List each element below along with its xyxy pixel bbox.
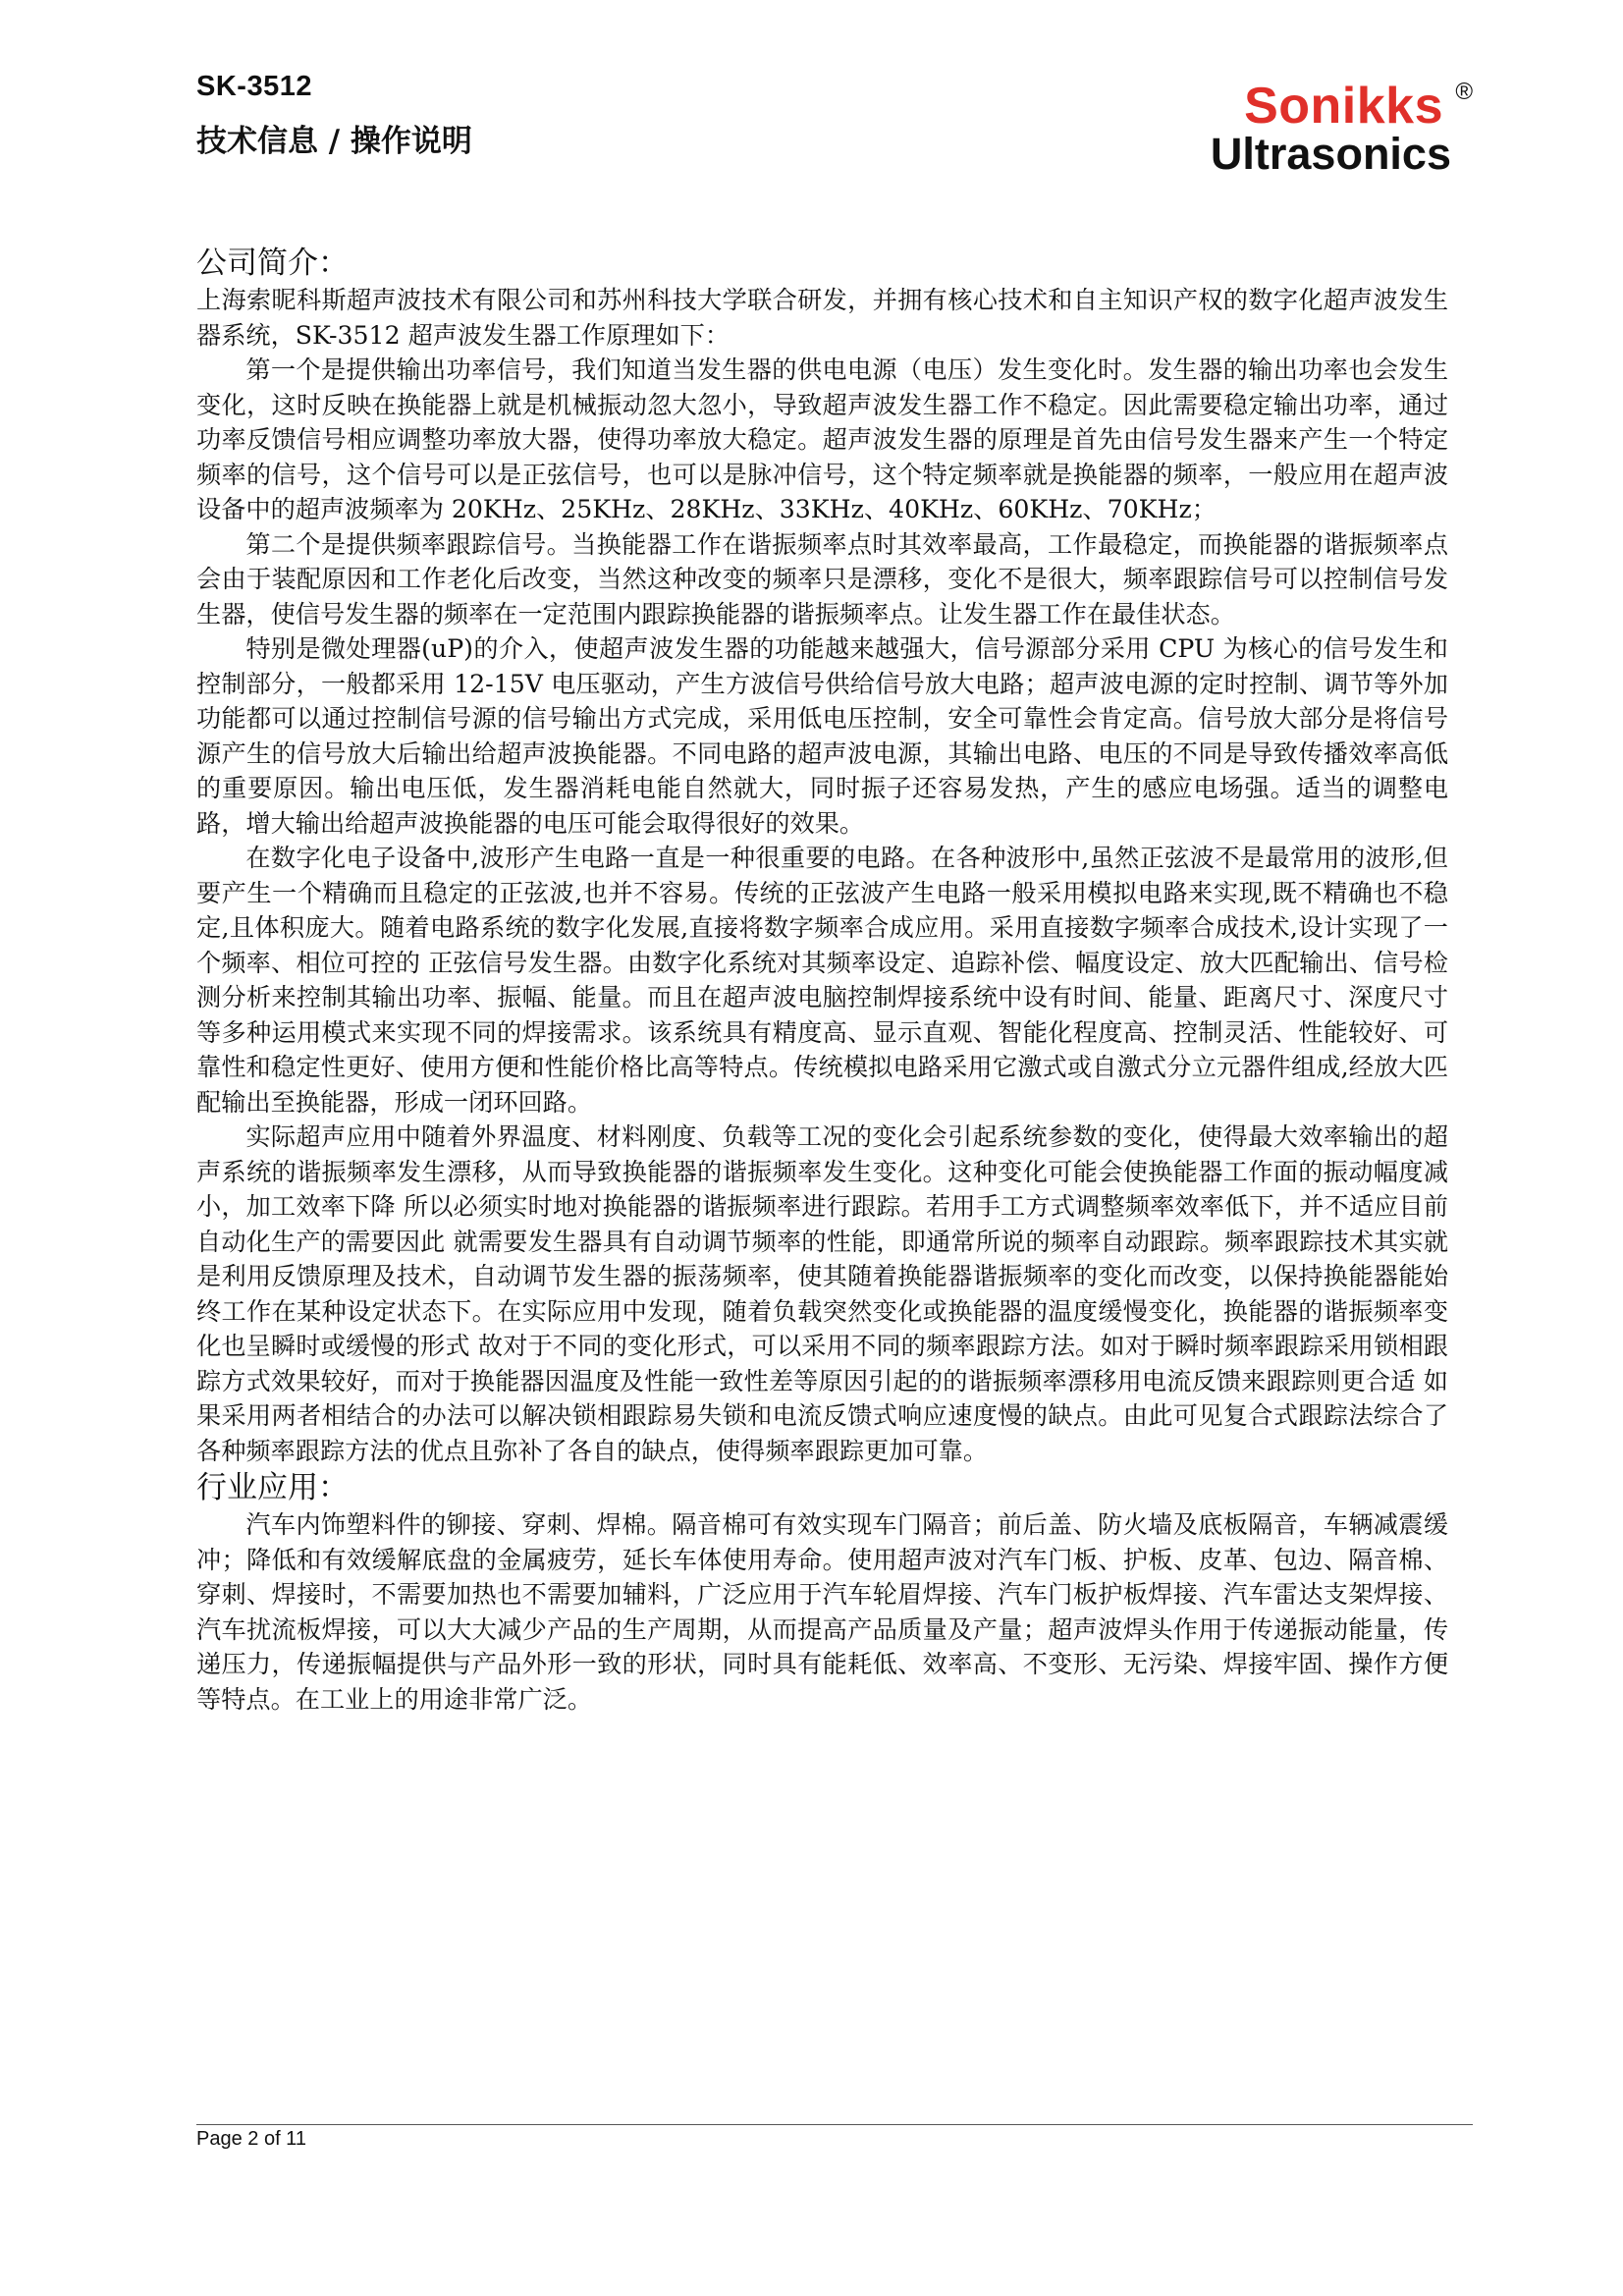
paragraph-output-power: 第一个是提供输出功率信号，我们知道当发生器的供电电源（电压）发生变化时。发生器的输出功率也会发生变化，这时反映在换能器上就是机械振动忽大忽小，导致超声波发生器工作不稳定。因此需要稳定输出功率，通过功率反馈信号相应调整功率放大器，使得功率放大稳定。超声波发生器的原理是首先由信号发生器来产生一个特定频率的信号，这个信号可以是正弦信号，也可以是脉冲信号，这个特定频率就是换能器的频率，一般应用在超声波设备中的超声波频率为 20KHz、25KHz、28KHz、33KHz、40KHz、60KHz、70KHz； [196, 355, 1448, 523]
document-subtitle: 技术信息 / 操作说明 [196, 124, 472, 159]
page-header [196, 71, 1473, 189]
paragraph-automotive: 汽车内饰塑料件的铆接、穿刺、焊棉。隔音棉可有效实现车门隔音；前后盖、防火墙及底板隔音，车辆减震缓冲；降低和有效缓解底盘的金属疲劳，延长车体使用寿命。使用超声波对汽车门板、护板、皮革、包边、隔音棉、穿刺、焊接时，不需要加热也不需要加辅料，广泛应用于汽车轮眉焊接、汽车门板护板焊接、汽车雷达支架焊接、汽车扰流板焊接，可以大大减少产品的生产周期，从而提高产品质量及产量；超声波焊头作用于传递振动能量，传递压力，传递振幅提供与产品外形一致的形状，同时具有能耗低、效率高、不变形、无污染、焊接牢固、操作方便等特点。在工业上的用途非常广泛。 [196, 1510, 1448, 1714]
page-number: Page 2 of 11 [196, 2128, 306, 2150]
sonikks-logo [1188, 79, 1473, 187]
paragraph-digital-waveform: 在数字化电子设备中,波形产生电路一直是一种很重要的电路。在各种波形中,虽然正弦波不是最常用的波形,但要产生一个精确而且稳定的正弦波,也并不容易。传统的正弦波产生电路一般采用模拟电路来实现,既不精确也不稳定,且体积庞大。随着电路系统的数字化发展,直接将数字频率合成应用。采用直接数字频率合成技术,设计实现了一个频率、相位可控的 正弦信号发生器。由数字化系统对其频率设定、追踪补偿、幅度设定、放大匹配输出、信号检测分析来控制其输出功率、振幅、能量。而且在超声波电脑控制焊接系统中设有时间、能量、距离尺寸、深度尺寸等多种运用模式来实现不同的焊接需求。该系统具有精度高、显示直观、智能化程度高、控制灵活、性能较好、可靠性和稳定性更好、使用方便和性能价格比高等特点。传统模拟电路采用它激式或自激式分立元器件组成,经放大匹配输出至换能器，形成一闭环回路。 [196, 844, 1448, 1117]
document-body [196, 244, 1448, 1717]
footer-divider [196, 2124, 1473, 2125]
logo-tagline: Ultrasonics [1210, 129, 1451, 179]
paragraph-resonance-drift: 实际超声应用中随着外界温度、材料刚度、负载等工况的变化会引起系统参数的变化，使得最大效率输出的超声系统的谐振频率发生漂移，从而导致换能器的谐振频率发生变化。这种变化可能会使换能器工作面的振动幅度减小，加工效率下降 所以必须实时地对换能器的谐振频率进行跟踪。若用手工方式调整频率效率低下，并不适应目前自动化生产的需要因此 就需要发生器具有自动调节频率的性能，即通常所说的频率自动跟踪。频率跟踪技术其实就是利用反馈原理及技术，自动调节发生器的振荡频率，使其随着换能器谐振频率的变化而改变，以保持换能器能始终工作在某种设定状态下。在实际应用中发现，随着负载突然变化或换能器的温度缓慢变化，换能器的谐振频率变化也呈瞬时或缓慢的形式 故对于不同的变化形式，可以采用不同的频率跟踪方法。如对于瞬时频率跟踪采用锁相跟踪方式效果较好，而对于换能器因温度及性能一致性差等原因引起的的谐振频率漂移用电流反馈来跟踪则更合适 如果采用两者相结合的办法可以解决锁相跟踪易失锁和电流反馈式响应速度慢的缺点。由此可见复合式跟踪法综合了各种频率跟踪方法的优点且弥补了各自的缺点，使得频率跟踪更加可靠。 [196, 1122, 1448, 1465]
section-heading-company-intro: 公司简介： [196, 246, 349, 281]
logo-brand-name: Sonikks [1244, 78, 1443, 135]
paragraph-intro: 上海索昵科斯超声波技术有限公司和苏州科技大学联合研发，并拥有核心技术和自主知识产权的数字化超声波发生器系统，SK-3512 超声波发生器工作原理如下： [196, 286, 1448, 350]
paragraph-microprocessor: 特别是微处理器(uP)的介入，使超声波发生器的功能越来越强大，信号源部分采用 CPU 为核心的信号发生和控制部分，一般都采用 12-15V 电压驱动，产生方波信号供给信号放大电路；超声波电源的定时控制、调节等外加功能都可以通过控制信号源的信号输出方式完成，采用低电压控制，安全可靠性会肯定高。信号放大部分是将信号源产生的信号放大后输出给超声波换能器。不同电路的超声波电源，其输出电路、电压的不同是导致传播效率高低的重要原因。输出电压低，发生器消耗电能自然就大，同时振子还容易发热，产生的感应电场强。适当的调整电路，增大输出给超声波换能器的电压可能会取得很好的效果。 [196, 634, 1448, 838]
document-code: SK-3512 [196, 71, 312, 102]
section-heading-industry: 行业应用： [196, 1470, 349, 1505]
registered-mark: ® [1455, 79, 1473, 105]
paragraph-frequency-tracking: 第二个是提供频率跟踪信号。当换能器工作在谐振频率点时其效率最高，工作最稳定，而换能器的谐振频率点会由于装配原因和工作老化后改变，当然这种改变的频率只是漂移，变化不是很大，频率跟踪信号可以控制信号发生器，使信号发生器的频率在一定范围内跟踪换能器的谐振频率点。让发生器工作在最佳状态。 [196, 529, 1448, 629]
